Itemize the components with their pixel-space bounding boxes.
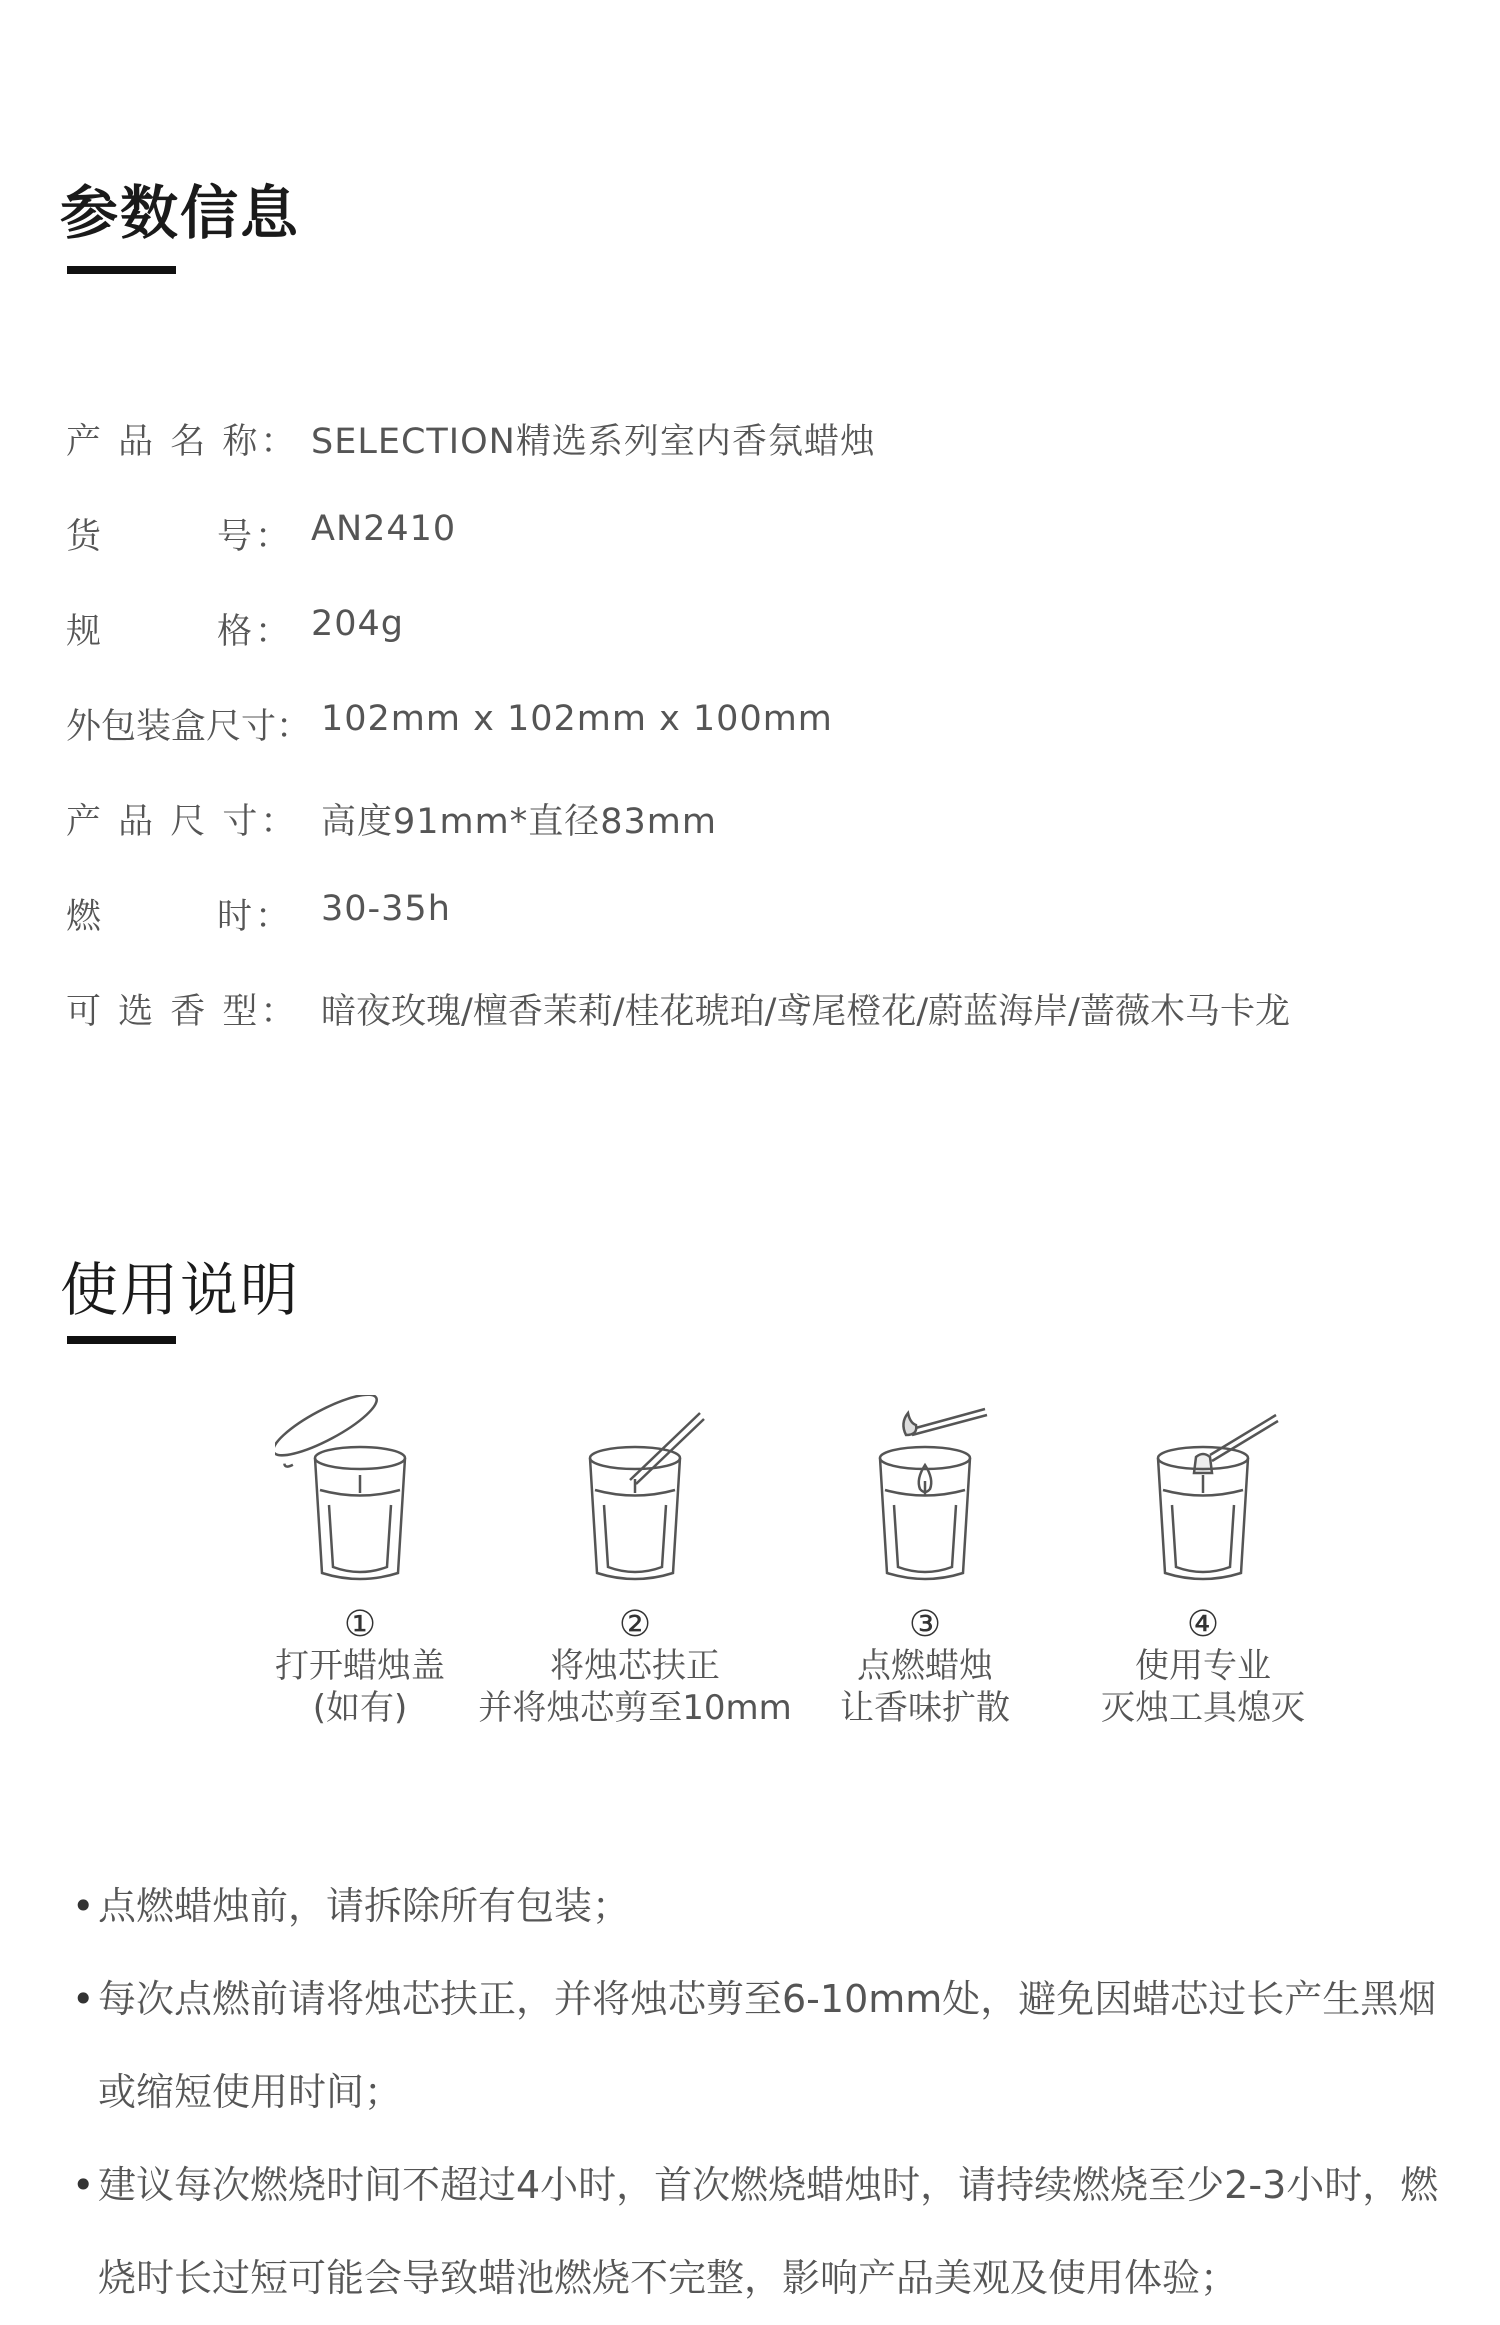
step-3 bbox=[765, 1395, 1085, 1729]
step-number: ① bbox=[343, 1604, 377, 1645]
step-1 bbox=[200, 1395, 520, 1729]
step-line2: (如有) bbox=[312, 1688, 408, 1728]
spec-value: SELECTION精选系列室内香氛蜡烛 bbox=[311, 422, 876, 462]
spec-value: 102mm x 102mm x 100mm bbox=[321, 699, 833, 739]
spec-value: 30-35h bbox=[321, 889, 451, 929]
step-number: ④ bbox=[1186, 1604, 1220, 1645]
step-line1: 打开蜡烛盖 bbox=[275, 1646, 445, 1686]
step-line2: 让香味扩散 bbox=[840, 1688, 1010, 1728]
step-line2: 并将烛芯剪至10mm bbox=[478, 1688, 792, 1728]
params-title: 参数信息 bbox=[60, 179, 301, 247]
note-item: • 每次点燃前请将烛芯扶正，并将烛芯剪至6-10mm处，避免因蜡芯过长产生黑烟或缩短使用时间； bbox=[72, 1953, 1452, 2139]
spec-label: 可 选 香 型： bbox=[66, 992, 299, 1032]
params-title-underline bbox=[67, 266, 176, 274]
spec-row-item-number bbox=[66, 509, 456, 559]
spec-value: 204g bbox=[311, 604, 405, 644]
step-line1: 使用专业 bbox=[1135, 1646, 1271, 1686]
wick-trim-icon bbox=[550, 1395, 720, 1595]
usage-title-underline bbox=[67, 1336, 176, 1344]
spec-value: 暗夜玫瑰/檀香茉莉/桂花琥珀/鸢尾橙花/蔚蓝海岸/蔷薇木马卡龙 bbox=[321, 992, 1290, 1032]
step-number: ③ bbox=[908, 1604, 942, 1645]
step-line1: 点燃蜡烛 bbox=[857, 1646, 993, 1686]
match-light-icon bbox=[840, 1395, 1010, 1595]
candle-lid-icon bbox=[275, 1395, 445, 1595]
usage-title: 使用说明 bbox=[60, 1256, 301, 1324]
step-line1: 将烛芯扶正 bbox=[550, 1646, 720, 1686]
spec-value: 高度91mm*直径83mm bbox=[321, 802, 717, 842]
spec-label: 燃 时： bbox=[66, 897, 294, 937]
spec-label: 规 格： bbox=[66, 612, 294, 652]
step-4 bbox=[1043, 1395, 1363, 1729]
spec-label: 产 品 名 称： bbox=[66, 422, 299, 462]
spec-label: 产 品 尺 寸： bbox=[66, 802, 299, 842]
usage-steps bbox=[200, 1395, 1310, 1775]
spec-row-spec bbox=[66, 604, 404, 654]
spec-value: AN2410 bbox=[311, 509, 457, 549]
step-2 bbox=[475, 1395, 795, 1729]
spec-row-scents bbox=[66, 984, 1290, 1034]
spec-row-product-size bbox=[66, 794, 717, 844]
spec-row-box-size bbox=[66, 699, 833, 749]
note-item: • 点燃蜡烛前，请拆除所有包装； bbox=[72, 1860, 1452, 1953]
step-number: ② bbox=[618, 1604, 652, 1645]
spec-row-product-name bbox=[66, 414, 876, 464]
step-line2: 灭烛工具熄灭 bbox=[1101, 1688, 1305, 1728]
snuffer-icon bbox=[1118, 1395, 1288, 1595]
note-item: • 建议每次燃烧时间不超过4小时，首次燃烧蜡烛时，请持续燃烧至少2-3小时，燃烧时长过短可能会导致蜡池燃烧不完整，影响产品美观及使用体验； bbox=[72, 2139, 1452, 2325]
spec-row-burn-time bbox=[66, 889, 451, 939]
spec-label: 货 号： bbox=[66, 517, 294, 557]
usage-notes bbox=[72, 1860, 1452, 2325]
spec-label: 外包装盒尺寸： bbox=[66, 707, 312, 747]
